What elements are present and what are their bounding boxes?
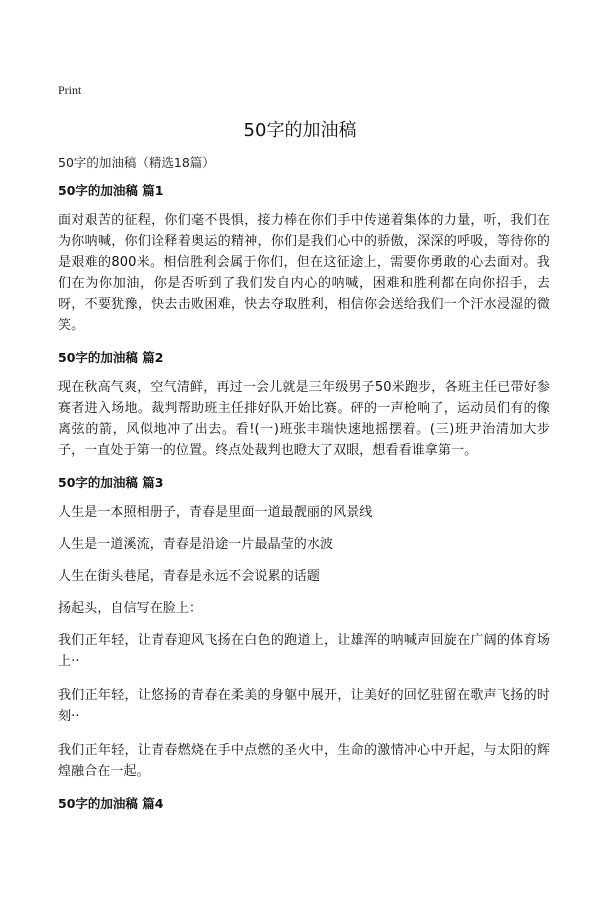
paragraph: 人生在街头巷尾，青春是永远不会说累的话题: [58, 569, 321, 584]
section-2: [58, 349, 550, 461]
document-body: [58, 182, 550, 823]
section-heading: 50字的加油稿 篇1: [58, 183, 164, 198]
paragraph: 扬起头，自信写在脸上：: [58, 601, 203, 616]
section-3: [58, 474, 550, 782]
section-4: [58, 795, 550, 813]
section-heading: 50字的加油稿 篇3: [58, 475, 164, 490]
paragraph: 现在秋高气爽，空气清鲜，再过一会儿就是三年级男子50米跑步，各班主任已带好参赛者进入场地。裁判帮助班主任排好队开始比赛。砰的一声枪响了，运动员们有的像离弦的箭，风似地冲了出去。看!(一)班张丰瑞快速地摇摆着。(三)班尹治清加大步子，一直处于第一的位置。终点处裁判也瞪大了双眼，想看看谁拿第一。: [58, 380, 550, 458]
paragraph: 面对艰苦的征程，你们毫不畏惧，接力棒在你们手中传递着集体的力量，听，我们在为你呐喊，你们诠释着奥运的精神，你们是我们心中的骄傲，深深的呼吸，等待你的是艰难的800米。相信胜利会属于你们，但在这征途上，需要你勇敢的心去面对。我们在为你加油，你是否听到了我们发自内心的呐喊，困难和胜利都在向你招手，去呀，不要犹豫，快去击败困难，快去夺取胜利，相信你会送给我们一个汗水浸湿的微笑。: [58, 213, 550, 333]
paragraph: 我们正年轻，让青春燃烧在手中点燃的圣火中，生命的激情冲心中开起，与太阳的辉煌融合在一起。: [58, 743, 550, 779]
section-heading: 50字的加油稿 篇4: [58, 796, 164, 811]
section-1: [58, 182, 550, 336]
document-subtitle: 50字的加油稿（精选18篇）: [58, 155, 215, 170]
paragraph: 我们正年轻，让悠扬的青春在柔美的身躯中展开，让美好的回忆驻留在歌声飞扬的时刻··: [58, 688, 550, 724]
section-heading: 50字的加油稿 篇2: [58, 350, 164, 365]
paragraph: 我们正年轻，让青春迎风飞扬在白色的跑道上，让雄浑的呐喊声回旋在广阔的体育场上··: [58, 633, 550, 669]
print-link[interactable]: Print: [58, 83, 82, 97]
paragraph: 人生是一道溪流，青春是沿途一片最晶莹的水波: [58, 537, 334, 552]
page-title: 50字的加油稿: [243, 120, 357, 141]
paragraph: 人生是一本照相册子，青春是里面一道最靓丽的风景线: [58, 505, 373, 520]
